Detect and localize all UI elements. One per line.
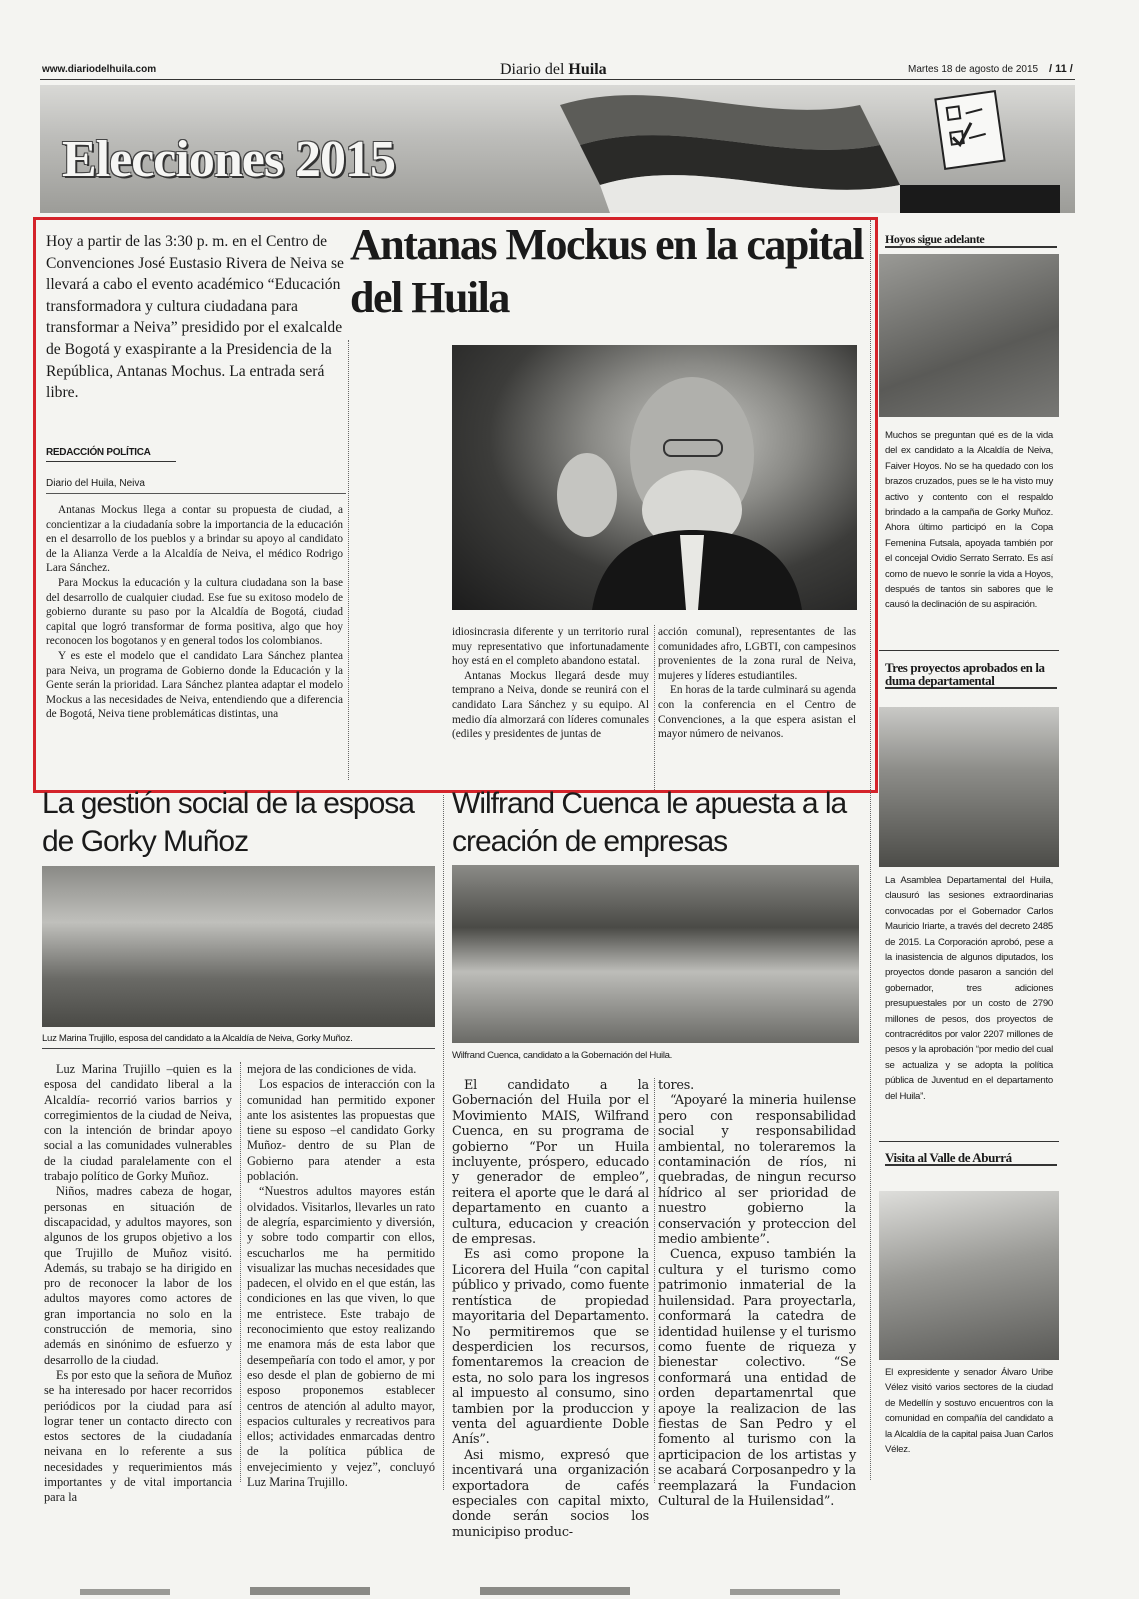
- website-url: www.diariodelhuila.com: [42, 64, 157, 75]
- aburra-headline: Visita al Valle de Aburrá: [885, 1151, 1057, 1166]
- paragraph: Los espacios de interacción con la comunidad han permitido exponer ante los asistentes las propuestas que tiene su esposo –el candidato Gorky Muñoz- dentro de su Plan de Gobierno para atender a esta población.: [247, 1077, 435, 1184]
- section-title: Elecciones 2015: [62, 131, 396, 188]
- mockus-photo: [452, 345, 857, 610]
- column-rule: [443, 795, 444, 1490]
- cuenca-headline: Wilfrand Cuenca le apuesta a la creación de empresas: [452, 787, 847, 858]
- paragraph: Para Mockus la educación y la cultura ciudadana son la base del desarrollo de cualquier ciudad. Ese fue su exitoso modelo de gobierno durante su paso por la Alcaldía de Bogotá, ciudad capital que logró transformar de forma positiva, algo que hoy reconocen los bogotanos y en general todos los colombianos.: [46, 576, 343, 648]
- paragraph: Asi mismo, expresó que incentivará una organización exportadora de cafés especiales con capital mixto, donde serán socios los municipiso produc-: [452, 1447, 649, 1540]
- article-dateline: Diario del Huila, Neiva: [46, 478, 346, 494]
- article-author: REDACCIÓN POLÍTICA: [46, 447, 176, 462]
- hoyos-photo: [879, 254, 1059, 417]
- main-article-col1: [46, 503, 343, 793]
- gorky-caption: Luz Marina Trujillo, esposa del candidato a la Alcaldía de Neiva, Gorky Muñoz.: [42, 1033, 435, 1049]
- paragraph: Antanas Mockus llega a contar su propuesta de ciudad, a concientizar a la ciudadanía sobre la importancia de la educación en el desarrollo de los pueblos y a brindar su apoyo al candidato de la Alianza Verde a la Alcaldía de Neiva, el médico Rodrigo Lara Sánchez.: [46, 504, 343, 575]
- main-article-col2: [452, 625, 649, 790]
- cuenca-col2: [658, 1078, 856, 1509]
- column-rule: [654, 1078, 655, 1483]
- paragraph: “Nuestros adultos mayores están olvidados. Visitarlos, llevarles un rato de alegría, esparcimiento y diversión, y sobre todo compartir con ellos, escucharlos me ha permitido visualizar las muchas necesidades que padecen, el olvido en el que están, las condiciones en las que viven, lo que me entristece. Este trabajo de reconocimiento que estoy realizando me enamora más de esta labor que desempeñaría con todo el amor, y por eso desde el plan de gobierno de mi esposo proponemos establecer centros de atención al adulto mayor, espacios culturales y recreativos para ellos; actividades enmarcadas dentro de la política pública de envejecimiento y vejez”, concluyó Luz Marina Trujillo.: [247, 1184, 435, 1490]
- hoyos-headline: Hoyos sigue adelante: [885, 233, 1057, 248]
- asamblea-text: La Asamblea Departamental del Huila, clausuró las sesiones extraordinarias convocadas por el Gobernador Carlos Mauricio Iriarte, a través del decreto 2485 de 2015. La Corporación aprobó, pese a la inasistencia de algunos diputados, los proyectos donde pasaron a sanción del gobernador, tres adiciones presupuestales por un costo de 2790 millones de pesos, dos proyectos de contracréditos por valor 2207 millones de pesos y la aprobación “por medio del cual se actualiza y se adopta la política pública de Juventud en el departamento del Huila”.: [885, 875, 1053, 1102]
- uribe-text: El expresidente y senador Álvaro Uribe Vélez visitó varios sectores de la ciudad de Medellín y sostuvo encuentros con la comunidad en compañía del candidato a la Alcaldía de la capital paisa Juan Carlos Vélez.: [885, 1367, 1053, 1456]
- article-lead: Hoy a partir de las 3:30 p. m. en el Centro de Convenciones José Eustasio Rivera de Neiva se llevará a cabo el evento académico “Educación transformadora y cultura ciudadana para transformar a Neiva” presidido por el exalcalde de Bogotá y exaspirante a la Presidencia de la República, Antanas Mochus. La entrada será libre.: [46, 233, 344, 402]
- column-rule: [654, 625, 655, 790]
- paragraph: idiosincrasia diferente y un territorio rural muy representativo que infortunadamente hoy está en el completo abandono estatal.: [452, 626, 649, 668]
- gorky-col1: [44, 1062, 232, 1505]
- paragraph: Luz Marina Trujillo –quien es la esposa del candidato liberal a la Alcaldía- recorrió varios barrios y corregimientos de la ciudad de Neiva, con la intención de brindar apoyo social a las comunidades vulnerables de la ciudad paralelamente con el trabajo político de Gorky Muñoz.: [44, 1062, 232, 1184]
- paragraph: El candidato a la Gobernación del Huila por el Movimiento MAIS, Wilfrand Cuenca, en su programa de gobierno “Por un Huila incluyente, próspero, educado y generador de empleo”, reitera el aporte que le dará al departamento en cuanto a cultura, educacion y creación de empresas.: [452, 1078, 649, 1248]
- column-rule: [240, 1062, 241, 1482]
- paragraph: acción comunal), representantes de las comunidades afro, LGBTI, con campesinos provenientes de la zona rural de Neiva, mujeres y líderes estudiantiles.: [658, 626, 856, 682]
- paragraph: Y es este el modelo que el candidato Lara Sánchez plantea para Neiva, un programa de Gobierno donde la Educación y la Gente serán la prioridad. Lara Sánchez plantea adaptar el modelo Mockus a las necesidades de Neiva, entendiendo que a diferencia de Bogotá, Neiva tiene problemáticas distintas, una: [46, 649, 343, 721]
- hoyos-text: Muchos se preguntan qué es de la vida del ex candidato a la Alcaldía de Neiva, Faiver Hoyos. No se ha quedado con los brazos cruzados, pues se le ha visto muy activo y contento con el respaldo brindado a la campaña de Gorky Muñoz. Ahora último participó en la Copa Femenina Futsala, apoyada también por el concejal Ovidio Serrato Serrato. Es así como de nuevo le sonríe la vida a Hoyos, después de tantos sin sabores que le causó la declinación de su aspiración.: [885, 430, 1053, 611]
- cuenca-photo: [452, 865, 859, 1043]
- paper-name: [500, 61, 607, 79]
- paragraph: “Apoyaré la mineria huilense pero con responsabilidad social y responsabilidad ambiental, no toleraremos la contaminación de ríos, ni quebradas, de ningun recurso hídrico al ser prioridad de nuestro gobierno la conservación y proteccion del medio ambiente”.: [658, 1093, 856, 1248]
- paragraph: Cuenca, expuso también la cultura y el turismo como patrimonio inmaterial de la huilensidad. Para proyectarla, conformará la catedra de identidad huilense y el turismo como fuente de riqueza y bienestar colectivo. “Se conformará una entidad de orden departamenrtal que apoye la realizacion de las fiestas de San Pedro y el fomento al turismo con la aprticipacion de los artistas y se acabará Corposanpedro y la reemplazará la Fundacion Cultural de la Huilensidad”.: [658, 1247, 856, 1509]
- paragraph: En horas de la tarde culminará su agenda con la conferencia en el Centro de Convenciones, a la que espera asistan el mayor número de neivanos.: [658, 684, 856, 741]
- issue-date: Martes 18 de agosto de 2015: [908, 64, 1039, 75]
- cut-off-advert-strip: [40, 1565, 1075, 1595]
- speaker-silhouette: [452, 345, 857, 610]
- main-article-col3: [658, 625, 856, 790]
- sidebar-rule: [870, 220, 871, 1480]
- sidebar-divider: [879, 650, 1059, 651]
- header-rule: [40, 79, 1075, 80]
- cuenca-col1: [452, 1078, 649, 1540]
- sidebar-divider: [879, 1141, 1059, 1142]
- paragraph: tores.: [658, 1078, 694, 1093]
- paragraph: Niños, madres cabeza de hogar, personas en situación de discapacidad, y adultos mayores, son algunos de los grupos objetivo a los que Trujillo de Muñoz visitó. Además, su trabajo se ha dirigido en pro de reconocer la labor de los adultos mayores como actores de gran importancia no solo en la construcción de memoria, sino además en sinónimo de esfuerzo y desarrollo de la ciudad.: [44, 1184, 232, 1367]
- paragraph: Es asi como propone la Licorera del Huila “con capital público y privado, como fuente rentística de propiedad mayoritaria del Departamento. No permitiremos que se desperdicien los recursos, fomentaremos la creacion de esta, no solo para los ingresos al impuesto al consumo, sino tambien por la produccion y venta del aguardiente Doble Anís”.: [452, 1247, 649, 1448]
- page-number: / 11 /: [1049, 63, 1073, 75]
- paper-name-b: Huila: [568, 61, 607, 78]
- uribe-photo: [879, 1191, 1059, 1360]
- paper-name-a: Diario del: [500, 61, 565, 78]
- asamblea-photo: [879, 707, 1059, 867]
- paragraph: Antanas Mockus llegará desde muy temprano a Neiva, donde se reunirá con el candidato Lara Sánchez y su equipo. Al medio día almorzará con líderes comunales (ediles y presidentes de juntas de: [452, 669, 649, 741]
- paragraph: mejora de las condiciones de vida.: [247, 1062, 417, 1076]
- column-rule: [348, 340, 349, 780]
- gorky-headline: La gestión social de la esposa de Gorky Muñoz: [42, 787, 414, 858]
- ballot-box-icon: [900, 91, 1060, 213]
- advert-fragment-graphic: [40, 1565, 1075, 1595]
- gorky-col2: [247, 1062, 435, 1490]
- tres-proyectos-headline: Tres proyectos aprobados en la duma departamental: [885, 661, 1057, 689]
- main-headline: Antanas Mockus en la capital del Huila: [350, 220, 863, 322]
- cuenca-caption: Wilfrand Cuenca, candidato a la Gobernación del Huila.: [452, 1050, 673, 1061]
- paragraph: Es por esto que la señora de Muñoz se ha interesado por hacer recorridos periódicos por la ciudad para así lograr tener un contacto directo con estos sectores de la ciudadanía neivana en lo referente a sus necesidades y requerimientos más importantes y de vital importancia para la: [44, 1367, 232, 1505]
- gorky-photo: [42, 866, 435, 1027]
